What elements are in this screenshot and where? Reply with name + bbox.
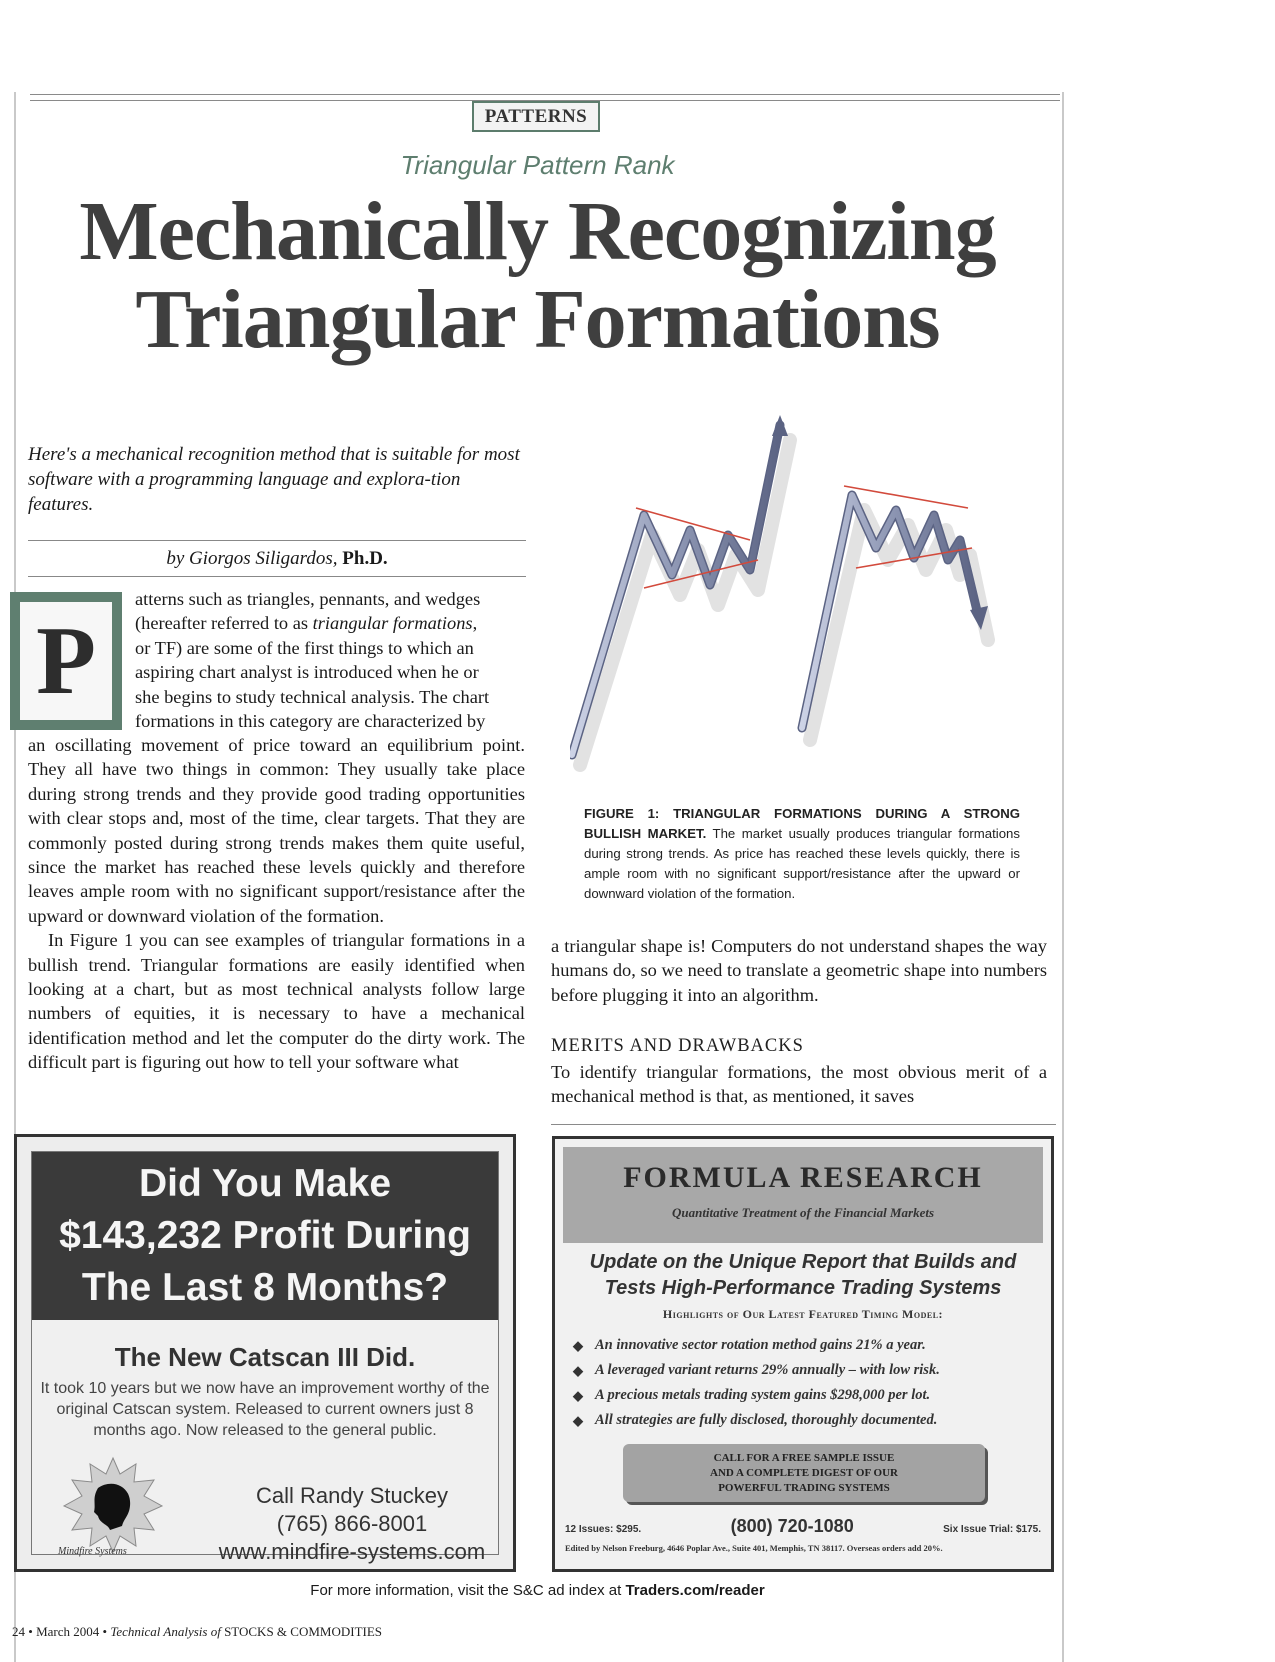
ad-highlights-title: Highlights of Our Latest Featured Timing Model:: [662, 1307, 944, 1321]
publication-name: STOCKS & COMMODITIES: [224, 1624, 383, 1639]
ad-headline-band: [32, 1152, 498, 1320]
ad-index-note: [0, 1582, 1075, 1599]
top-rule: [30, 94, 1060, 95]
byline: [28, 548, 526, 570]
byline-degree: Ph.D.: [342, 548, 388, 569]
ad-pricing-row: [565, 1516, 1041, 1537]
ad-editor-line: Edited by Nelson Freeburg, 4646 Poplar Ave., Suite 401, Memphis, TN 38117. Overseas orders add 20%.: [565, 1543, 943, 1553]
column-end-rule: [551, 1124, 1056, 1125]
paragraph-2: In Figure 1 you can see examples of triangular formations in a bullish trend. Triangular formations are easily identified when looking at a chart, but as most technical analysts follow large numbers of equities, it is necessary to have a mechanical identification method and let the computer do the dirty work. The difficult part is figuring out how to tell your software what: [28, 930, 525, 1073]
article-right-column: [551, 934, 1047, 1007]
page-number: 24: [12, 1624, 25, 1639]
caption-title: FIGURE 1: TRIANGULAR FORMATIONS DURING A STRONG BULLISH MARKET.: [584, 806, 1020, 841]
issue-date: March 2004: [36, 1624, 100, 1639]
ad-phone: (800) 720-1080: [730, 1516, 854, 1536]
cta-label: CALL FOR A FREE SAMPLE ISSUE AND A COMPLETE DIGEST OF OUR POWERFUL TRADING SYSTEMS: [710, 1451, 898, 1494]
article-headline: [0, 185, 1075, 366]
ad-headline: Did You Make $143,232 Profit During The Last 8 Months?: [59, 1162, 471, 1309]
intro-line-2: (hereafter referred to as triangular formations,: [135, 613, 478, 634]
page-footer: 24 • March 2004 • Technical Analysis of STOCKS & COMMODITIES: [12, 1624, 383, 1639]
article-deck: Here's a mechanical recognition method that is suitable for most software with a programming language and explora-tion features.: [28, 444, 520, 515]
ad-index-link[interactable]: Traders.com/reader: [625, 1582, 765, 1599]
article-intro-wrap: [135, 587, 525, 733]
ad-bullet: ◆ A leveraged variant returns 29% annually – with low risk.: [573, 1358, 1039, 1383]
figure-1-caption: [584, 804, 1020, 904]
paragraph-4: To identify triangular formations, the most obvious merit of a mechanical method is that, as mentioned, it saves: [551, 1062, 1047, 1107]
paragraph-3: a triangular shape is! Computers do not understand shapes the way humans do, so we need to translate a geometric shape into numbers before plugging it into an algorithm.: [551, 936, 1047, 1005]
byline-author: by Giorgos Siligardos,: [166, 548, 338, 569]
ad-bullet: ◆ A precious metals trading system gains $298,000 per lot.: [573, 1383, 1039, 1408]
ad-update-headline: Update on the Unique Report that Builds and Tests High-Performance Trading Systems: [589, 1251, 1017, 1299]
ad-logo-text: Mindfire Systems: [58, 1546, 127, 1557]
ad-subhead: The New Catscan III Did.: [114, 1342, 416, 1372]
section-label: PATTERNS: [472, 101, 600, 132]
section-heading: MERITS AND DRAWBACKS: [551, 1036, 804, 1056]
ad-highlights-list: [573, 1333, 1039, 1433]
arrow-up-icon: [772, 415, 788, 436]
term-triangular-formations: triangular formations: [312, 613, 473, 634]
intro-line-1: atterns such as triangles, pennants, and wedges: [135, 589, 481, 609]
ad-tagline: Quantitative Treatment of the Financial Markets: [671, 1205, 935, 1220]
ad-inner-frame: [31, 1151, 499, 1564]
headline-line-2: Triangular Formations: [135, 273, 940, 366]
intro-line-3: or TF) are some of the first things to which an: [135, 637, 474, 658]
ad-index-text: For more information, visit the S&C ad index at: [310, 1582, 622, 1599]
article-subhead: Triangular Pattern Rank: [400, 150, 675, 180]
drop-cap: P: [10, 592, 122, 730]
intro-line-6: formations in this category are characterized by: [135, 711, 486, 732]
paragraph-1: an oscillating movement of price toward an equilibrium point. They all have two things in common: They usually take place during strong trends and they provide good trading opportunities with clear stops and, most of the time, clear targets. That they are commonly posted during strong trends makes them quite useful, since the market has reached these levels quickly and therefore leaves ample room with no significant support/resistance after the upward or downward violation of the formation.: [28, 735, 525, 926]
ad-url-link[interactable]: www.mindfire-systems.com: [218, 1539, 486, 1564]
article-left-column: [28, 733, 525, 1075]
ad-contact-name: Call Randy Stuckey: [256, 1483, 448, 1508]
headline-line-1: Mechanically Recognizing: [79, 185, 996, 278]
catscan-advertisement[interactable]: [14, 1134, 516, 1572]
publication-italic: Technical Analysis of: [110, 1624, 221, 1639]
ad-contact: [212, 1482, 492, 1566]
free-sample-button[interactable]: [623, 1444, 985, 1502]
ad-header-band: [563, 1147, 1043, 1243]
byline-rule-bottom: [28, 576, 526, 577]
figure-1-illustration: [570, 410, 1030, 780]
ad-phone: (765) 866-8001: [276, 1511, 428, 1536]
ad-title: FORMULA RESEARCH: [623, 1161, 983, 1194]
intro-line-5: she begins to study technical analysis. The chart: [135, 686, 490, 707]
ad-body: It took 10 years but we now have an improvement worthy of the original Catscan system. Released to current owners just 8 months ago. Now released to the general public.: [40, 1380, 490, 1439]
ad-bullet: ◆ An innovative sector rotation method gains 21% a year.: [573, 1333, 1039, 1358]
figure-shadow: [580, 440, 988, 765]
byline-rule-top: [28, 540, 526, 541]
ad-issues-price: 12 Issues: $295.: [565, 1524, 642, 1535]
caption-text: The market usually produces triangular formations during strong trends. As price has reached these levels quickly, there is ample room with no significant support/resistance after the upward or downward violation of the formation.: [584, 826, 1020, 901]
ad-bullet: ◆ All strategies are fully disclosed, thoroughly documented.: [573, 1408, 1039, 1433]
intro-line-4: aspiring chart analyst is introduced when he or: [135, 662, 479, 683]
article-right-column-2: [551, 1060, 1047, 1109]
formula-research-advertisement[interactable]: [552, 1136, 1054, 1572]
ad-trial-price: Six Issue Trial: $175.: [943, 1524, 1041, 1535]
mindfire-logo-icon: [58, 1454, 168, 1554]
